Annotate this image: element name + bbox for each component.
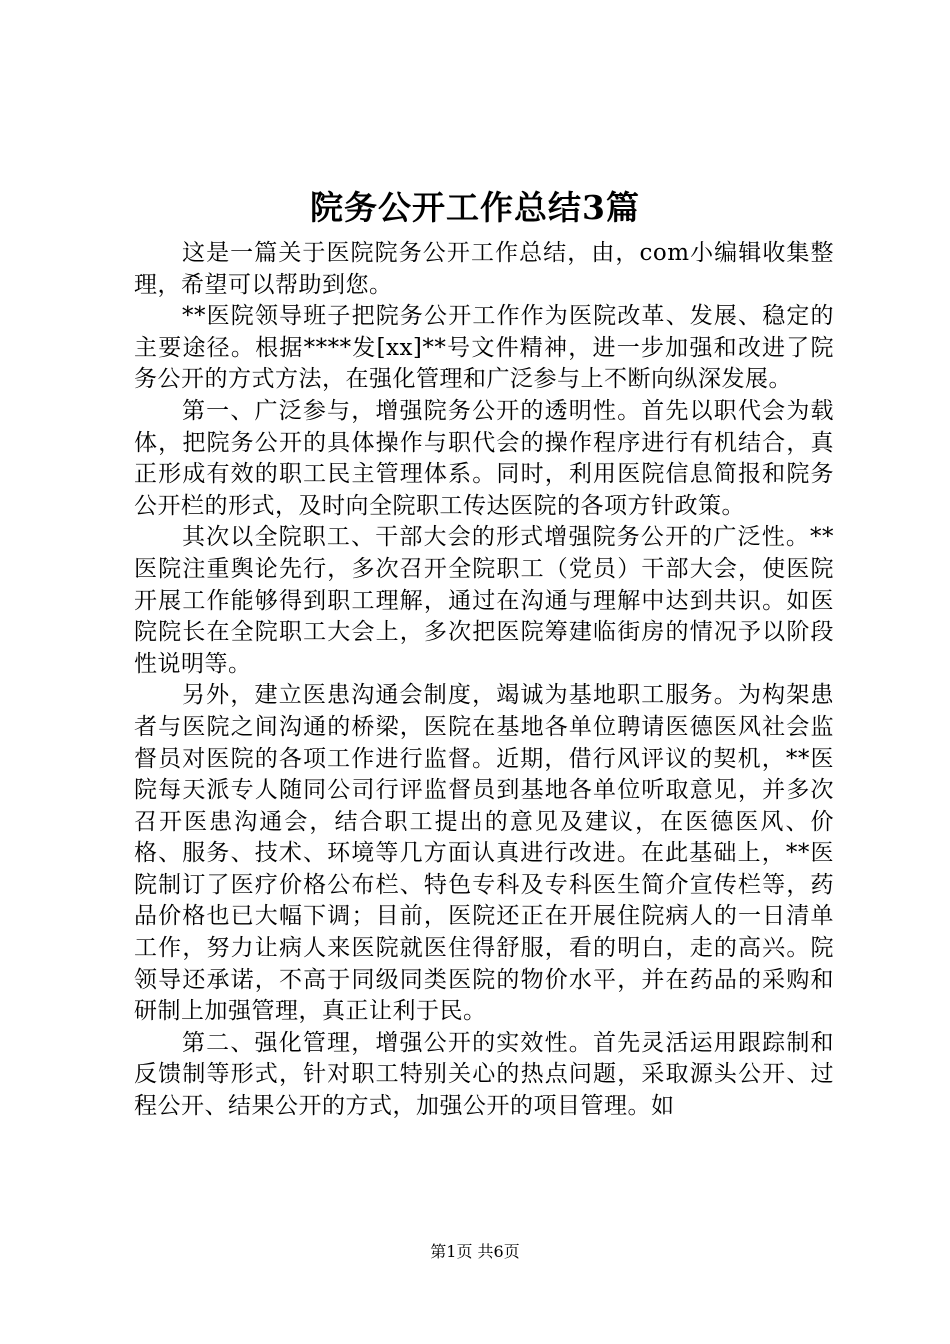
paragraph: 这是一篇关于医院院务公开工作总结，由，com小编辑收集整理，希望可以帮助到您。 (134, 240, 834, 298)
page-number-footer: 第1页 共6页 (430, 1242, 520, 1261)
paragraph: 其次以全院职工、干部大会的形式增强院务公开的广泛性。**医院注重舆论先行，多次召开全院职工（党员）干部大会，使医院开展工作能够得到职工理解，通过在沟通与理解中达到共识。如医院院长在全院职工大会上，多次把医院筹建临街房的情况予以阶段性说明等。 (134, 524, 834, 677)
paragraph: **医院领导班子把院务公开工作作为医院改革、发展、稳定的主要途径。根据****发[xx]**号文件精神，进一步加强和改进了院务公开的方式方法，在强化管理和广泛参与上不断向纵深发展。 (134, 303, 834, 393)
paragraph: 第二、强化管理，增强公开的实效性。首先灵活运用跟踪制和反馈制等形式，针对职工特别关心的热点问题，采取源头公开、过程公开、结果公开的方式，加强公开的项目管理。如 (134, 1029, 834, 1120)
paragraph: 第一、广泛参与，增强院务公开的透明性。首先以职代会为载体，把院务公开的具体操作与职代会的操作程序进行有机结合，真正形成有效的职工民主管理体系。同时，利用医院信息简报和院务公开栏的形式，及时向全院职工传达医院的各项方针政策。 (134, 397, 834, 519)
paragraph: 另外，建立医患沟通会制度，竭诚为基地职工服务。为构架患者与医院之间沟通的桥梁，医院在基地各单位聘请医德医风社会监督员对医院的各项工作进行监督。近期，借行风评议的契机，**医院每天派专人随同公司行评监督员到基地各单位听取意见，并多次召开医患沟通会，结合职工提出的意见及建议，在医德医风、价格、服务、技术、环境等几方面认真进行改进。在此基础上，**医院制订了医疗价格公布栏、特色专科及专科医生简介宣传栏等，药品价格也已大幅下调；目前，医院还正在开展住院病人的一日清单工作，努力让病人来医院就医住得舒服，看的明白，走的高兴。院领导还承诺，不高于同级同类医院的物价水平，并在药品的采购和研制上加强管理，真正让利于民。 (134, 682, 834, 1025)
document-body (134, 238, 834, 1123)
document-title: 院务公开工作总结3篇 (310, 188, 640, 227)
